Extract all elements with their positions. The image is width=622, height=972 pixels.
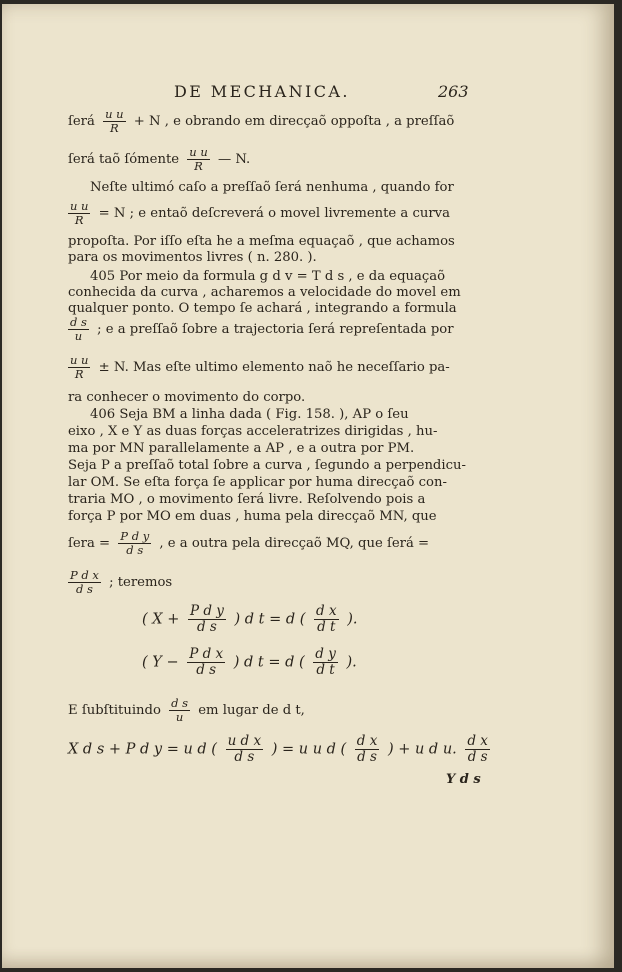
text-line xyxy=(68,569,478,596)
fraction-ds-over-u: $\frac{\text{d s}}{u}$ xyxy=(171,696,189,724)
equation-fragment: ) = u u d ( xyxy=(271,741,347,758)
text-line xyxy=(68,530,478,557)
text-line xyxy=(68,316,478,343)
book-page xyxy=(2,4,614,968)
text-fragment: ; teremos xyxy=(109,575,173,590)
text-line: 405 Por meio da formula g d v = T d s , e da equaçaõ xyxy=(90,269,446,284)
text-line: força P por MO em duas , huma pela direcçaõ MN, que xyxy=(68,509,437,524)
equation-substitution xyxy=(68,734,494,765)
text-fragment: , e a outra pela direcçaõ MQ, que ſerá = xyxy=(159,536,430,551)
text-fragment: E ſubſtituindo xyxy=(68,703,161,718)
text-fragment: ſerá taõ ſómente xyxy=(68,152,180,167)
text-line xyxy=(68,354,478,381)
text-line: ra conhecer o movimento do corpo. xyxy=(68,390,306,405)
catchword: Y d s xyxy=(446,772,481,787)
text-line: conhecida da curva , acharemos a velocidade do movel em xyxy=(68,285,461,300)
fraction-uu-over-R: $\frac{\text{u u}}{R}$ xyxy=(105,107,124,135)
equation-fragment: ( X + xyxy=(142,611,180,628)
text-line: 406 Seja BM a linha dada ( Fig. 158. ), AP o ſeu xyxy=(90,407,409,422)
text-line: ma por MN parallelamente a AP , e a outra por PM. xyxy=(68,441,415,456)
equation-fragment: X d s + P d y = u d ( xyxy=(68,741,217,758)
text-line xyxy=(68,200,478,227)
text-line: qualquer ponto. O tempo ſe achará , integrando a formula xyxy=(68,301,457,316)
text-line: para os movimentos livres ( n. 280. ). xyxy=(68,250,317,265)
fraction-ds-over-u: $\frac{\text{d s}}{u}$ xyxy=(70,315,87,343)
text-fragment: = N ; e entaõ deſcreverá o movel livremente a curva xyxy=(98,206,450,221)
text-line: lar OM. Se eſta força ſe applicar por huma direcçaõ con- xyxy=(68,475,447,490)
text-line: traria MO , o movimento ſerá livre. Reſolvendo pois a xyxy=(68,492,426,507)
text-fragment: ; e a preſſaõ ſobre a trajectoria ſerá repreſentada por xyxy=(97,322,454,337)
page-header xyxy=(2,82,614,104)
text-line xyxy=(68,108,478,135)
fraction-uu-over-R: $\frac{\text{u u}}{R}$ xyxy=(189,145,208,173)
equation-fragment: ( Y − xyxy=(142,654,179,671)
text-line xyxy=(68,697,478,724)
fraction-uu-over-R: $\frac{\text{u u}}{R}$ xyxy=(70,353,89,381)
equation-x xyxy=(142,604,357,635)
text-fragment: + N , e obrando em direcçaõ oppoſta , a preſſaõ xyxy=(133,114,455,129)
text-fragment: em lugar de d t, xyxy=(198,703,305,718)
equation-fragment: ). xyxy=(346,654,357,671)
text-line: propoſta. Por iſſo eſta he a meſma equaçaõ , que achamos xyxy=(68,234,455,249)
equation-fragment: ) d t = d ( xyxy=(234,611,306,628)
fraction-dx-over-ds: $\frac{\text{d x}}{\text{d s}}$ xyxy=(467,733,488,765)
text-line xyxy=(68,146,478,173)
equation-fragment: ). xyxy=(347,611,358,628)
running-head: DE MECHANICA. xyxy=(174,82,350,101)
text-fragment: ſerá xyxy=(68,114,95,129)
fraction-dy-over-dt: $\frac{\text{d y}}{\text{d t}}$ xyxy=(315,646,336,678)
text-line: Neſte ultimó caſo a preſſaõ ſerá nenhuma , quando for xyxy=(90,180,454,195)
equation-y xyxy=(142,647,357,678)
fraction-uu-over-R: $\frac{\text{u u}}{R}$ xyxy=(70,199,89,227)
fraction-Pdx-over-ds: $\frac{\text{P d x}}{\text{d s}}$ xyxy=(189,646,224,678)
text-fragment: ± N. Mas eſte ultimo elemento naõ he neceſſario pa- xyxy=(98,360,450,375)
fraction-Pdy-over-ds: $\frac{\text{P d y}}{\text{d s}}$ xyxy=(120,529,150,557)
text-line: eixo , X e Y as duas forças acceleratrizes dirigidas , hu- xyxy=(68,424,438,439)
equation-fragment: ) + u d u. xyxy=(387,741,457,758)
text-fragment: — N. xyxy=(217,152,251,167)
fraction-udx-over-ds: $\frac{\text{u d x}}{\text{d s}}$ xyxy=(227,733,262,765)
fraction-Pdy-over-ds: $\frac{\text{P d y}}{\text{d s}}$ xyxy=(189,603,224,635)
text-fragment: ſera = xyxy=(68,536,111,551)
page-number: 263 xyxy=(438,82,469,101)
fraction-dx-over-ds: $\frac{\text{d x}}{\text{d s}}$ xyxy=(356,733,378,765)
fraction-Pdx-over-ds: $\frac{\text{P d x}}{\text{d s}}$ xyxy=(70,568,99,596)
fraction-dx-over-dt: $\frac{\text{d x}}{\text{d t}}$ xyxy=(316,603,337,635)
equation-fragment: ) d t = d ( xyxy=(233,654,305,671)
text-line: Seja P a preſſaõ total ſobre a curva , ſegundo a perpendicu- xyxy=(68,458,466,473)
